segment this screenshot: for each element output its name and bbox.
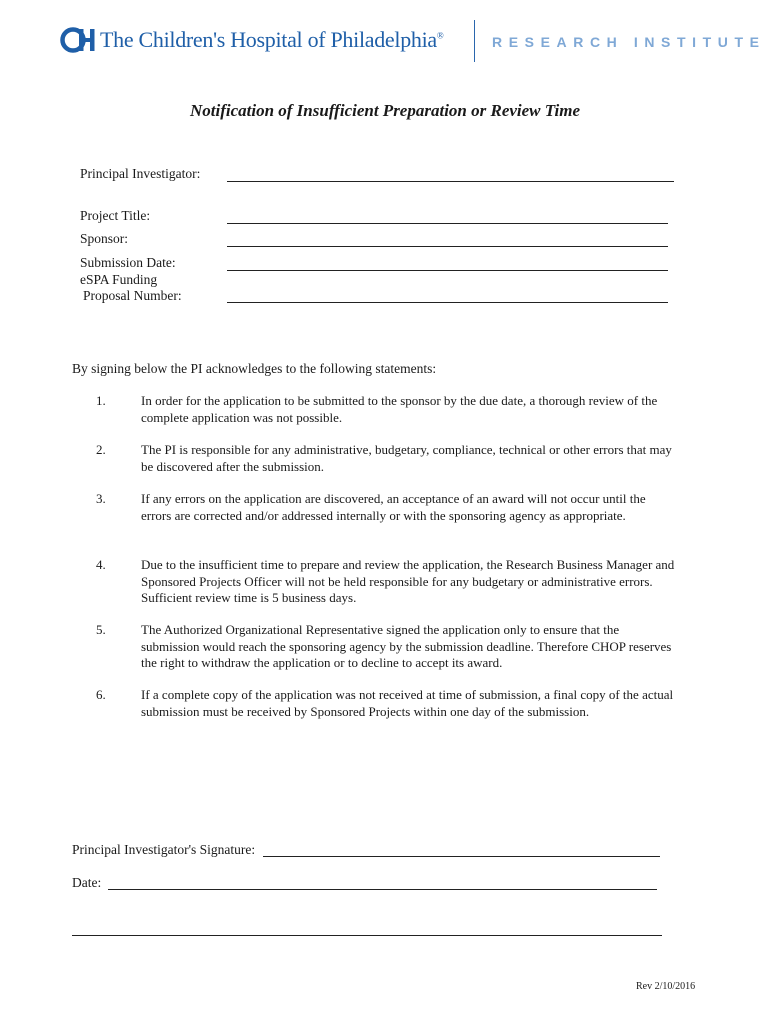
pi-label: Principal Investigator: bbox=[80, 166, 201, 181]
espa-label-line2: Proposal Number: bbox=[83, 288, 182, 303]
sponsor-field[interactable] bbox=[227, 246, 668, 247]
list-item-text: Due to the insufficient time to prepare and review the application, the Research Business Manager and Sponsored Projects Officer will not be held responsible for any budgetary or administrative errors. Sufficient review time is 5 business days. bbox=[141, 557, 675, 605]
header-divider bbox=[474, 20, 475, 62]
list-item-number: 3. bbox=[96, 491, 106, 506]
project-title-label: Project Title: bbox=[80, 208, 151, 223]
list-item-number: 6. bbox=[96, 687, 106, 702]
intro-text: By signing below the PI acknowledges to the following statements: bbox=[72, 361, 437, 376]
date-field[interactable] bbox=[108, 889, 657, 890]
document-title: Notification of Insufficient Preparation or Review Time bbox=[189, 101, 581, 120]
espa-proposal-number-field[interactable] bbox=[227, 302, 668, 303]
chop-logo bbox=[60, 24, 443, 56]
list-item-number: 1. bbox=[96, 393, 106, 408]
list-item-number: 4. bbox=[96, 557, 106, 572]
chop-logo-mark-icon bbox=[60, 24, 96, 56]
list-item-text: The PI is responsible for any administrative, budgetary, compliance, technical or other errors that may be discovered after the submission. bbox=[141, 442, 672, 474]
list-item-text: In order for the application to be submitted to the sponsor by the due date, a thorough review of the complete application was not possible. bbox=[141, 393, 658, 425]
bottom-line-field[interactable] bbox=[72, 935, 662, 936]
list-item-text: If any errors on the application are discovered, an acceptance of an award will not occur until the errors are corrected and/or addressed internally or with the sponsoring agency as appropriate. bbox=[141, 491, 646, 523]
project-title-field[interactable] bbox=[227, 223, 668, 224]
pi-field[interactable] bbox=[227, 181, 674, 182]
list-item-text: The Authorized Organizational Representative signed the application only to ensure that the submission would reach the sponsoring agency by the submission deadline. Therefore CHOP reserves the right to withdraw the application or to decline to accept its award. bbox=[141, 622, 672, 670]
espa-label-line1: eSPA Funding bbox=[80, 272, 158, 287]
institute-name: RESEARCH INSTITUTE bbox=[492, 34, 766, 50]
submission-date-field[interactable] bbox=[227, 270, 668, 271]
list-item-number: 5. bbox=[96, 622, 106, 637]
list-item-text: If a complete copy of the application was not received at time of submission, a final copy of the actual submission must be received by Sponsored Projects within one day of the submission. bbox=[141, 687, 674, 719]
date-label: Date: bbox=[72, 875, 102, 890]
org-name: The Children's Hospital of Philadelphia® bbox=[100, 27, 444, 52]
sponsor-label: Sponsor: bbox=[80, 231, 129, 246]
list-item-number: 2. bbox=[96, 442, 106, 457]
header bbox=[60, 20, 766, 64]
pi-signature-label: Principal Investigator's Signature: bbox=[72, 842, 256, 857]
pi-signature-field[interactable] bbox=[263, 856, 660, 857]
submission-date-label: Submission Date: bbox=[80, 255, 176, 270]
revision-date: Rev 2/10/2016 bbox=[636, 981, 696, 992]
